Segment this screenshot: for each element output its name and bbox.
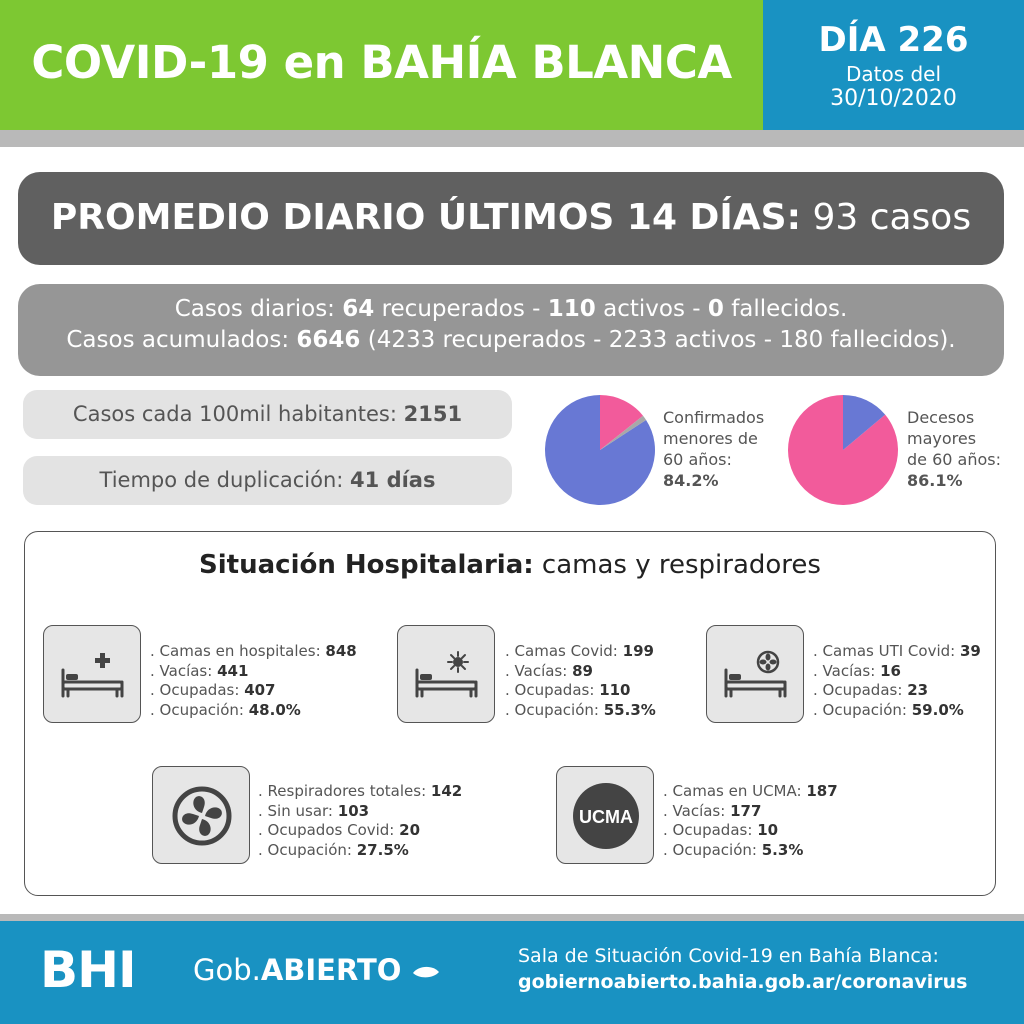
pie-deaths-over-60 [787, 394, 899, 506]
cumulative-cases-line: Casos acumulados: 6646 (4233 recuperados - 2233 activos - 180 fallecidos). [66, 327, 956, 353]
pie-confirmed-under-60 [544, 394, 656, 506]
list-item: . Ocupación: 5.3% [663, 840, 804, 859]
list-item: . Ocupadas: 110 [505, 681, 631, 699]
hospital-beds-list [150, 642, 357, 720]
ucma-badge-icon [556, 766, 654, 864]
footer-divider [0, 914, 1024, 921]
hospital-bed-plus-icon [43, 625, 141, 723]
header-divider [0, 130, 1024, 147]
uti-beds-list [813, 642, 981, 720]
cumulative-total: 6646 [296, 327, 361, 353]
list-item: . Camas Covid: 199 [505, 642, 654, 660]
list-item: . Vacías: 441 [150, 661, 249, 680]
cases-per-100k-value: 2151 [403, 402, 463, 426]
daily-cases-line: Casos diarios: 64 recuperados - 110 activos - 0 fallecidos. [174, 296, 848, 322]
ucma-beds-list [663, 782, 838, 860]
leaf-icon [411, 964, 441, 980]
list-item: . Ocupación: 55.3% [505, 700, 656, 719]
list-item: . Ocupación: 48.0% [150, 700, 301, 719]
cumulative-detail: (4233 recuperados - 2233 activos - 180 fallecidos). [367, 327, 956, 353]
pie-deaths-over-60-label: Decesos mayores de 60 años: 86.1% [907, 408, 1001, 490]
hospital-bed-fan-icon [706, 625, 804, 723]
list-item: . Camas en hospitales: 848 [150, 642, 357, 660]
list-item: . Ocupación: 59.0% [813, 700, 964, 719]
data-date-label: Datos del [845, 62, 942, 86]
list-item: . Ocupadas: 23 [813, 681, 929, 699]
daily-active: 110 [547, 296, 596, 322]
list-item: . Vacías: 177 [663, 801, 762, 820]
pie-confirmed-under-60-value: 84.2% [663, 471, 719, 490]
day-number: DÍA 226 [818, 20, 969, 60]
page-title: COVID-19 en BAHÍA BLANCA [31, 36, 732, 89]
hospital-bed-virus-icon [397, 625, 495, 723]
respirators-list [258, 782, 462, 860]
ucma-badge-text: UCMA [579, 807, 633, 827]
day-badge [763, 0, 1024, 130]
hospital-situation-title: Situación Hospitalaria: camas y respiradores [199, 550, 821, 580]
situation-room-text: Sala de Situación Covid-19 en Bahía Blanca: [518, 945, 939, 967]
daily-average-label: PROMEDIO DIARIO ÚLTIMOS 14 DÍAS: [50, 197, 801, 238]
data-date: 30/10/2020 [830, 86, 957, 111]
doubling-time-value: 41 días [350, 468, 436, 492]
daily-recovered: 64 [342, 296, 375, 322]
list-item: . Ocupación: 27.5% [258, 840, 409, 859]
list-item: . Ocupados Covid: 20 [258, 821, 421, 839]
covid-beds-list [505, 642, 656, 720]
cases-per-100k-box: Casos cada 100mil habitantes: 2151 [23, 390, 512, 439]
list-item: . Vacías: 16 [813, 661, 901, 680]
list-item: . Sin usar: 103 [258, 801, 370, 820]
list-item: . Vacías: 89 [505, 661, 593, 680]
cases-summary [18, 284, 1004, 376]
bhi-logo: BHI [40, 941, 136, 999]
daily-average-value: 93 casos [812, 197, 972, 238]
list-item: . Ocupadas: 10 [663, 821, 779, 839]
website-link[interactable]: gobiernoabierto.bahia.gob.ar/coronavirus [518, 971, 968, 993]
doubling-time-box: Tiempo de duplicación: 41 días [23, 456, 512, 505]
pie-deaths-over-60-value: 86.1% [907, 471, 963, 490]
daily-deaths: 0 [707, 296, 724, 322]
footer [0, 921, 1024, 1024]
respirator-fan-icon [152, 766, 250, 864]
list-item: . Respiradores totales: 142 [258, 782, 463, 800]
list-item: . Ocupadas: 407 [150, 681, 276, 699]
gob-abierto-logo: Gob.ABIERTO [193, 953, 441, 987]
list-item: . Camas en UCMA: 187 [663, 782, 838, 800]
pie-confirmed-under-60-label: Confirmados menores de 60 años: 84.2% [663, 408, 765, 490]
daily-average-banner [18, 172, 1004, 265]
list-item: . Camas UTI Covid: 39 [813, 642, 981, 660]
